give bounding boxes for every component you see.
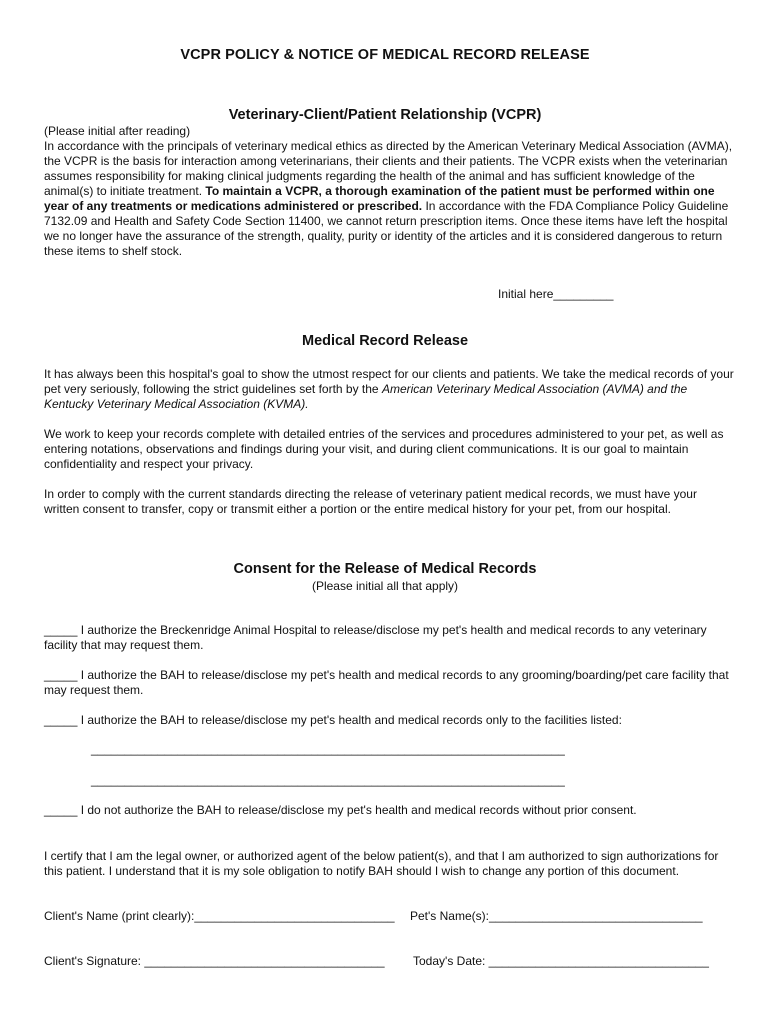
- certify-paragraph: I certify that I am the legal owner, or authorized agent of the below patient(s), and that I am authorized to sign authorizations for this patient. I understand that it is my sole obligation to notify BAH should I wish to change any portion of this document.: [44, 849, 719, 878]
- consent-note: (Please initial all that apply): [311, 579, 459, 593]
- consent-item-2[interactable]: _____ I authorize the BAH to release/disclose my pet's health and medical records to any grooming/boarding/pet care facility that may request them.: [44, 668, 729, 697]
- release-paragraph-1: [44, 367, 734, 412]
- vcpr-initial-field[interactable]: Initial here_________: [498, 287, 614, 301]
- vcpr-text-bold: To maintain a VCPR, a thorough examination of the patient must be performed within one year of any treatments or medications administered or prescribed.: [44, 184, 715, 213]
- vcpr-paragraph: [44, 124, 734, 259]
- release-heading: Medical Record Release: [301, 333, 469, 349]
- consent-item-4[interactable]: _____ I do not authorize the BAH to release/disclose my pet's health and medical records without prior consent.: [44, 803, 637, 817]
- consent-item-3[interactable]: _____ I authorize the BAH to release/disclose my pet's health and medical records only to the facilities listed:: [44, 713, 622, 727]
- document-title: VCPR POLICY & NOTICE OF MEDICAL RECORD RELEASE: [180, 47, 590, 63]
- vcpr-initial-note: (Please initial after reading): [44, 124, 191, 138]
- vcpr-text-1: In accordance with the principals of veterinary medical ethics as directed by the American Veterinary Medical Association (AVMA), the VCPR is the basis for interaction among veterinarians, their clients and their patients. The VCPR exists when the veterinarian assumes responsibility for making clinical judgments regarding the health of the animal and has sufficient knowledge of the animal(s) to initiate treatment.: [44, 139, 733, 198]
- release-p1-text: It has always been this hospital's goal to show the utmost respect for our clients and patients. We take the medical records of your pet very seriously, following the strict guidelines set forth by the: [44, 367, 734, 396]
- vcpr-heading: Veterinary-Client/Patient Relationship (VCPR): [228, 107, 542, 123]
- consent-item-1[interactable]: _____ I authorize the Breckenridge Animal Hospital to release/disclose my pet's health and medical records to any veterinary facility that may request them.: [44, 623, 707, 652]
- client-name-field[interactable]: Client's Name (print clearly):______________________________: [44, 909, 395, 923]
- facility-blank-line-1[interactable]: _______________________________________________________________________: [91, 742, 565, 756]
- facility-blank-line-2[interactable]: _______________________________________________________________________: [91, 773, 565, 787]
- release-paragraph-2: We work to keep your records complete with detailed entries of the services and procedures administered to your pet, as well as entering notations, observations and findings during your visit, and during client communications. It is our goal to maintain confidentiality and respect your privacy.: [44, 427, 724, 471]
- release-p1-italic: American Veterinary Medical Association (AVMA) and the Kentucky Veterinary Medical Association (KVMA).: [44, 382, 688, 411]
- vcpr-text-2: In accordance with the FDA Compliance Policy Guideline 7132.09 and Health and Safety Code Section 11400, we cannot return prescription items. Once these items have left the hospital we no longer have the assurance of the strength, quality, purity or identity of the articles and it is considered dangerous to return these items to shelf stock.: [44, 199, 729, 258]
- release-paragraph-3: In order to comply with the current standards directing the release of veterinary patient medical records, we must have your written consent to transfer, copy or transmit either a portion or the entire medical history for your pet, from our hospital.: [44, 487, 697, 516]
- consent-heading: Consent for the Release of Medical Records: [233, 561, 537, 577]
- today-date-field[interactable]: Today's Date: _________________________________: [413, 954, 709, 968]
- client-signature-field[interactable]: Client's Signature: ____________________________________: [44, 954, 385, 968]
- pet-name-field[interactable]: Pet's Name(s):________________________________: [410, 909, 703, 923]
